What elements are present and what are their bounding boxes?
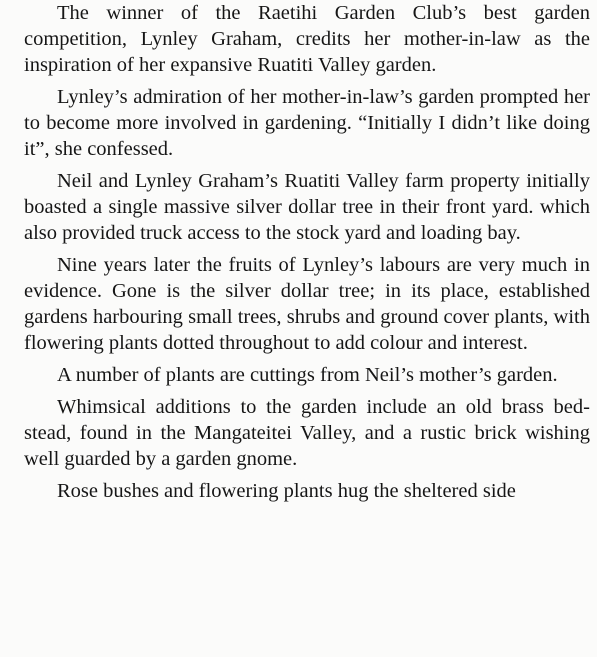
paragraph-3: Neil and Lynley Graham’s Ruatiti Valley farm property initially boasted a single massive silver dollar tree in their front yard. which also provided truck access to the stock yard and loading bay. bbox=[24, 170, 590, 244]
paragraph-1: The winner of the Raetihi Garden Club’s best garden competition, Lynley Graham, credits her mother-in-law as the inspiration of her expansive Ruatiti Valley garden. bbox=[24, 2, 590, 76]
paragraph-7: Rose bushes and flowering plants hug the sheltered side bbox=[57, 480, 516, 502]
paragraph-5: A number of plants are cuttings from Neil’s mother’s garden. bbox=[57, 364, 558, 386]
article-text bbox=[24, 0, 590, 510]
paragraph-6: Whimsical additions to the garden include an old brass bed-stead, found in the Mangateitei Valley, and a rustic brick wishing well guarded by a garden gnome. bbox=[24, 396, 590, 470]
paragraph-2: Lynley’s admiration of her mother-in-law’s garden prompted her to become more involved in gardening. “Initially I didn’t like doing it”, she confessed. bbox=[24, 86, 590, 160]
paragraph-4: Nine years later the fruits of Lynley’s labours are very much in evidence. Gone is the silver dollar tree; in its place, established gardens harbouring small trees, shrubs and ground cover plants, with flowering plants dotted throughout to add colour and interest. bbox=[24, 254, 590, 354]
